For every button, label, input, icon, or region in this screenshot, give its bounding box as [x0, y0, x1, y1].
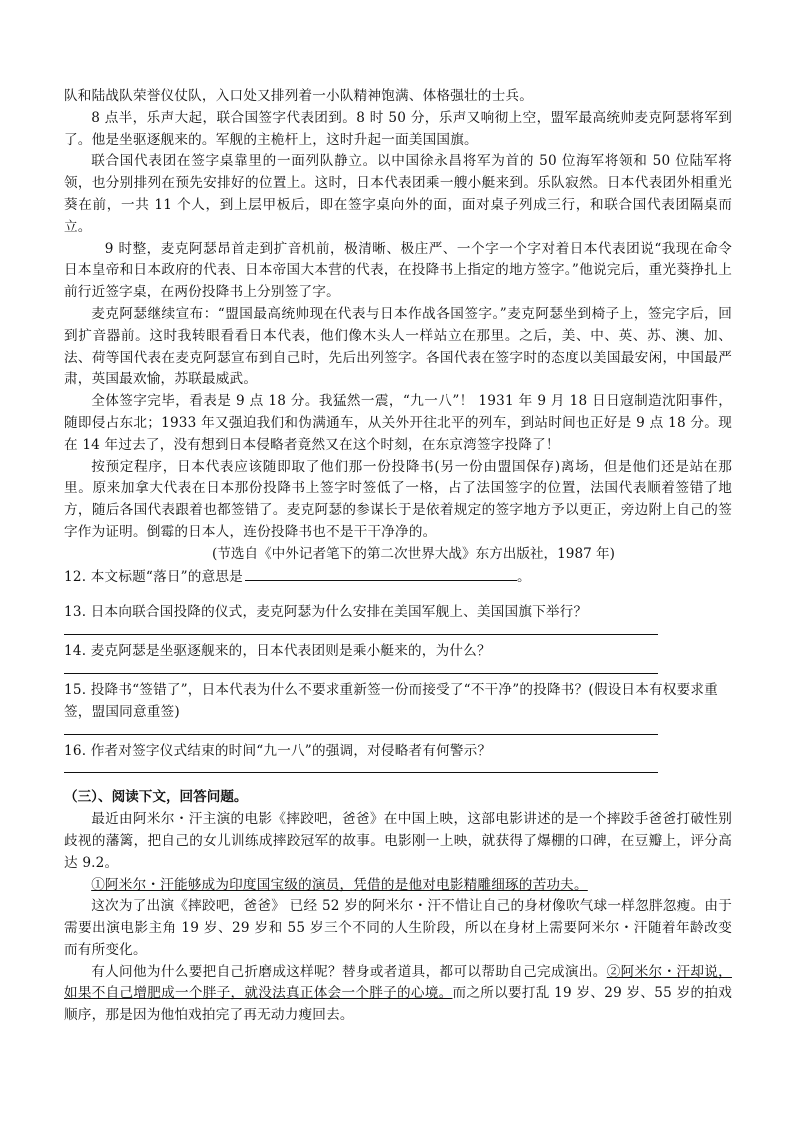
paragraph-4-tail: 而之所以要打乱 19 岁、29 岁、55 岁的拍戏顺序，那是因为他怕戏拍完了再无动力瘦回去。: [64, 985, 732, 1024]
question-12-text: 12. 本文标题“落日”的意思是: [64, 568, 243, 585]
passage-paragraph-6: 全体签字完毕，看表是 9 点 18 分。我猛然一震，“九一八”！ 1931 年 9 月 18 日日寇制造沈阳事件，随即侵占东北；1933 年又强迫我们和伪满通车，从关外开往北平的列车，到站时间也正好是 9 点 18 分。现在 14 年过去了，没有想到日本侵略者竟然又在这个时刻，在东京湾签字投降了！: [64, 393, 732, 453]
paragraph-4-lead: 有人问他为什么要把自己折磨成这样呢？替身或者道具，都可以帮助自己完成演出。: [91, 963, 607, 980]
passage-paragraph-5: 麦克阿瑟继续宣布：“盟国最高统帅现在代表与日本作战各国签字。”麦克阿瑟坐到椅子上，签完字后，回到扩音器前。这时我转眼看看日本代表，他们像木头人一样站立在那里。之后，美、中、英、苏、澳、加、法、荷等国代表在麦克阿瑟宣布到自己时，先后出列签字。各国代表在签字时的态度以美国最安闲，中国最严肃，英国最欢愉，苏联最威武。: [64, 305, 732, 388]
passage-paragraph-7: 按预定程序，日本代表应该随即取了他们那一份投降书(另一份由盟国保存)离场，但是他们还是站在那里。原来加拿大代表在日本那份投降书上签字时签低了一格，占了法国签字的位置，法国代表顺着签错了地方，随后各国代表跟着也都签错了。麦克阿瑟的参谋长于是依着规定的签字地方予以更正，旁边附上自己的签字作为证明。倒霉的日本人，连份投降书也不是干干净净的。: [64, 458, 732, 540]
document-page: [64, 86, 732, 1027]
source-citation: (节选自《中外记者笔下的第二次世界大战》东方出版社，1987 年): [212, 545, 615, 562]
section-3-heading: （三）、阅读下文，回答问题。: [64, 789, 248, 806]
question-13: 13. 日本向联合国投降的仪式，麦克阿瑟为什么安排在美国军舰上、美国国旗下举行？: [64, 604, 588, 621]
answer-line-16[interactable]: [64, 762, 658, 773]
section-3-paragraph-4: [64, 962, 732, 1027]
section-3-paragraph-3: 这次为了出演《摔跤吧，爸爸》 已经 52 岁的阿米尔・汗不惜让自己的身材像吹气球一样忽胖忽瘦。由于需要出演电影主角 19 岁、29 岁和 55 岁三个不同的人生阶段，所以在身材上需要阿米尔・汗随着年龄改变而有所变化。: [64, 898, 732, 958]
answer-blank-12[interactable]: [245, 566, 517, 581]
underlined-sentence-1: ①阿米尔・汗能够成为印度国宝级的演员，凭借的是他对电影精雕细琢的苦功夫。: [91, 876, 588, 893]
question-12-suffix: 。: [516, 568, 531, 585]
answer-line-15[interactable]: [64, 724, 658, 735]
passage-paragraph-3: 联合国代表团在签字桌靠里的一面列队静立。以中国徐永昌将军为首的 50 位海军将领和 50 位陆军将领，也分别排列在预先安排好的位置上。这时，日本代表团乘一艘小艇来到。乐队寂然。日本代表团外相重光葵在前，一共 11 个人，到上层甲板后，即在签字桌向外的面，面对桌子列成三行，和联合国代表团隔桌而立。: [64, 153, 732, 235]
passage-paragraph-1: 队和陆战队荣誉仪仗队，入口处又排列着一小队精神饱满、体格强壮的士兵。: [64, 88, 533, 104]
question-15: 15. 投降书“签错了”，日本代表为什么不要求重新签一份而接受了“不干净”的投降书？(假设日本有权要求重签，盟国同意重签): [64, 681, 718, 720]
answer-line-14[interactable]: [64, 663, 658, 674]
underlined-sentence-2: ②阿米尔・汗却说，如果不自己增肥成一个胖子，就没法真正体会一个胖子的心境。: [64, 963, 732, 1002]
passage-paragraph-2: 8 点半，乐声大起，联合国签字代表团到。8 时 50 分，乐声又响彻上空，盟军最高统帅麦克阿瑟将军到了。他是坐驱逐舰来的。军舰的主桅杆上，这时升起一面美国国旗。: [64, 109, 732, 148]
section-3-paragraph-2: [64, 875, 732, 897]
question-16: 16. 作者对签字仪式结束的时间“九一八”的强调，对侵略者有何警示？: [64, 742, 492, 759]
section-3-paragraph-1: 最近由阿米尔・汗主演的电影《摔跤吧，爸爸》在中国上映，这部电影讲述的是一个摔跤手爸爸打破性别歧视的藩篱，把自己的女儿训练成摔跤冠军的故事。电影刚一上映，就获得了爆棚的口碑，在豆瓣上，评分高达 9.2。: [64, 811, 732, 871]
question-14: 14. 麦克阿瑟是坐驱逐舰来的，日本代表团则是乘小艇来的，为什么？: [64, 643, 491, 660]
answer-line-13[interactable]: [64, 624, 658, 635]
passage-paragraph-4: 9 时整，麦克阿瑟昂首走到扩音机前，极清晰、极庄严、一个字一个字对着日本代表团说“我现在命令日本皇帝和日本政府的代表、日本帝国大本营的代表，在投降书上指定的地方签字。”他说完后，重光葵挣扎上前行近签字桌，在两份投降书上分别签了字。: [64, 240, 732, 301]
question-12: [64, 566, 732, 589]
